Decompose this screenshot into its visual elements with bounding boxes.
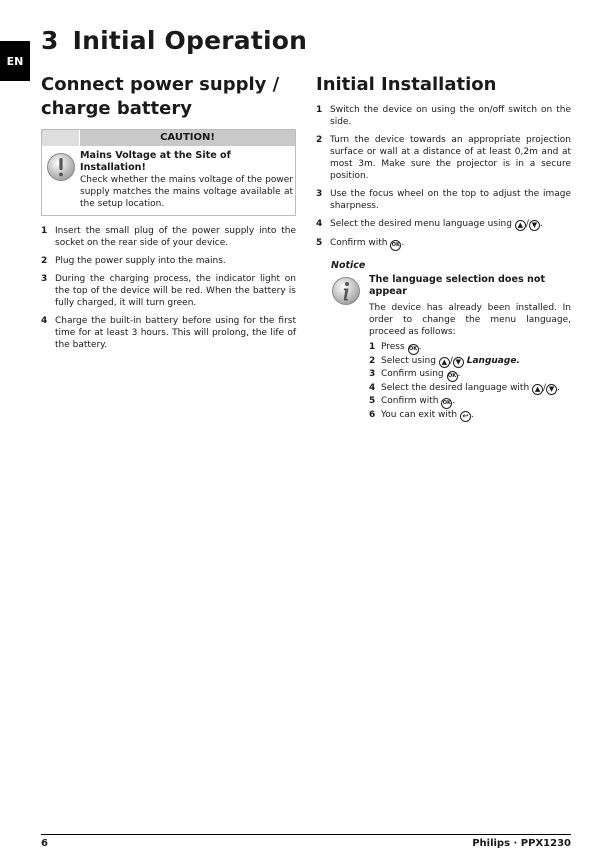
caution-header [42, 130, 295, 146]
down-key-icon: ▼ [453, 357, 464, 368]
installation-steps [316, 104, 571, 251]
notice-box [331, 274, 571, 422]
up-key-icon: ▲ [532, 384, 543, 395]
footer-rule [41, 834, 571, 835]
ok-key-icon: OK [441, 398, 452, 409]
list-item: 2 Turn the device towards an appropriate projection surface or wall at a distance of at least 0,2m and at most 3m. Make sure the projector is in a secure position. [316, 135, 571, 181]
caution-title: CAUTION! [160, 132, 215, 143]
caution-text: Check whether the mains voltage of the power supply matches the mains voltage available at the setup location. [80, 175, 293, 209]
power-steps [41, 225, 296, 351]
up-key-icon: ▲ [439, 357, 450, 368]
notice-text: The device has already been installed. In order to change the menu language, proceed as follows: [369, 303, 571, 337]
list-item: 4 Select the desired language with ▲ / ▼ . [369, 383, 560, 393]
ok-key-icon: OK [390, 240, 401, 251]
list-item: 3 Use the focus wheel on the top to adjust the image sharpness. [316, 189, 571, 211]
list-item: 1 Insert the small plug of the power supply into the socket on the rear side of your device. [41, 226, 296, 248]
notice-title: The language selection does not appear [369, 274, 546, 297]
chapter-title [41, 26, 307, 55]
list-item: 3 During the charging process, the indicator light on the top of the device will be red. When the battery is fully charged, it will turn green. [41, 274, 296, 308]
list-item: 1 Press OK. [369, 341, 571, 355]
list-item: 3 Confirm using OK. [369, 368, 571, 382]
notice-steps [369, 341, 571, 422]
list-item: 4 Charge the built-in battery before using for the first time for at least 3 hours. This will prolong, the life of the battery. [41, 316, 296, 350]
up-key-icon: ▲ [515, 220, 526, 231]
down-key-icon: ▼ [546, 384, 557, 395]
chapter-number: 3 [41, 26, 59, 55]
caution-box [41, 129, 296, 216]
back-key-icon: ↩ [460, 411, 471, 422]
list-item: 6 You can exit with ↩ . [369, 410, 474, 420]
list-item: 1 Switch the device on using the on/off switch on the side. [316, 105, 571, 127]
footer-brand: Philips · PPX1230 [472, 838, 571, 849]
list-item: 2 Plug the power supply into the mains. [41, 256, 226, 266]
page-number: 6 [41, 838, 48, 849]
chapter-title-text: Initial Operation [72, 26, 308, 55]
notice-label: Notice [331, 260, 366, 271]
section-heading-power: Connect power supply / charge battery [41, 74, 280, 119]
right-column [316, 73, 571, 422]
list-item: 5 Confirm with OK. [316, 237, 571, 251]
list-item: 4 Select the desired menu language using ▲ / ▼ . [316, 219, 543, 229]
list-item: 2 Select using ▲ / ▼ Language. [369, 356, 520, 366]
section-heading-installation: Initial Installation [316, 74, 497, 95]
left-column [41, 73, 296, 357]
language-tab: EN [0, 41, 30, 81]
down-key-icon: ▼ [529, 220, 540, 231]
ok-key-icon: OK [408, 344, 419, 355]
list-item: 5 Confirm with OK. [369, 395, 571, 409]
info-icon [331, 274, 369, 422]
ok-key-icon: OK [447, 371, 458, 382]
caution-subtitle: Mains Voltage at the Site of Installation! [80, 150, 231, 173]
warning-icon [42, 150, 80, 210]
